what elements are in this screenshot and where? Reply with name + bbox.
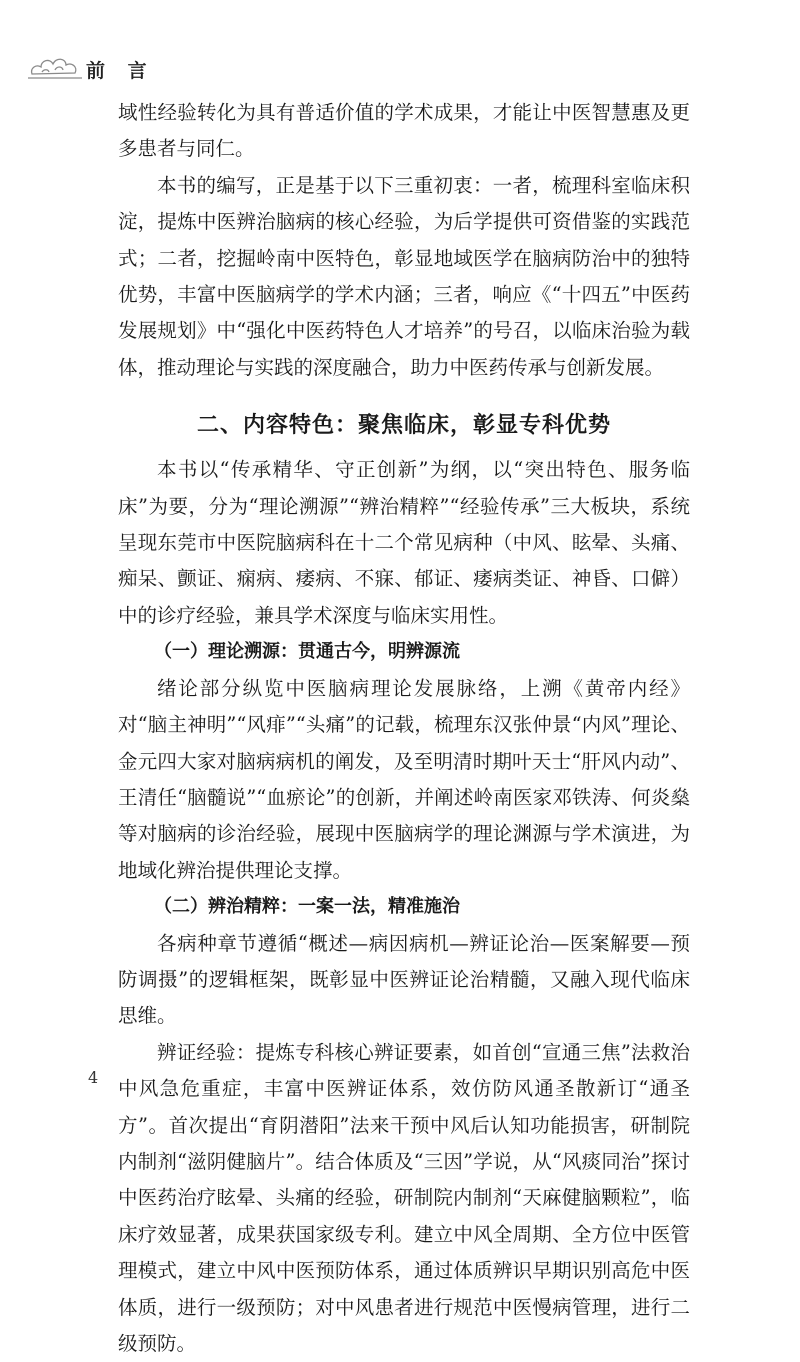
paragraph: 域性经验转化为具有普适价值的学术成果，才能让中医智慧惠及更多患者与同仁。 [118, 101, 690, 161]
paragraph: 辨证经验：提炼专科核心辨证要素，如首创“宣通三焦”法救治中风急危重症，丰富中医辨证体系，效仿防风通圣散新订“通圣方”。首次提出“育阴潜阳”法来干预中风后认知功能损害，研制院内制剂“滋阴健脑片”。结合体质及“三因”学说，从“风痰同治”探讨中医药治疗眩晕、头痛的经验，研制院内制剂“天麻健脑颗粒”，临床疗效显著，成果获国家级专利。建立中风全周期、全方位中医管理模式，建立中风中医预防体系，通过体质辨识早期识别高危中医体质，进行一级预防；对中风患者进行规范中医慢病管理，进行二级预防。 [118, 1040, 690, 1355]
page-body [118, 95, 690, 1362]
subsection-heading: （二）辨治精粹：一案一法，精准施治 [154, 896, 460, 918]
paragraph: 绪论部分纵览中医脑病理论发展脉络，上溯《黄帝内经》对“脑主神明”“风痱”“头痛”的记载，梳理东汉张仲景“内风”理论、金元四大家对脑病病机的阐发，及至明清时期叶天士“肝风内动”、王清任“脑髓说”“血瘀论”的创新，并阐述岭南医家邓铁涛、何炎燊等对脑病的诊治经验，展现中医脑病学的理论渊源与学术演进，为地域化辨治提供理论支撑。 [118, 676, 690, 882]
page-number: 4 [88, 1068, 99, 1087]
running-header [28, 40, 228, 100]
paragraph: 本书以“传承精华、守正创新”为纲，以“突出特色、服务临床”为要，分为“理论溯源”“辨治精粹”“经验传承”三大板块，系统呈现东莞市中医院脑病科在十二个常见病种（中风、眩晕、头痛、痴呆、颤证、痫病、痿病、不寐、郁证、痿病类证、神昏、口僻）中的诊疗经验，兼具学术深度与临床实用性。 [118, 458, 690, 627]
header-title: 前 言 [86, 60, 155, 82]
auspicious-cloud-icon [28, 46, 84, 82]
paragraph: 各病种章节遵循“概述—病因病机—辨证论治—医案解要—预防调摄”的逻辑框架，既彰显中医辨证论治精髓，又融入现代临床思维。 [118, 931, 690, 1028]
paragraph: 本书的编写，正是基于以下三重初衷：一者，梳理科室临床积淀，提炼中医辨治脑病的核心经验，为后学提供可资借鉴的实践范式；二者，挖掘岭南中医特色，彰显地域医学在脑病防治中的独特优势，丰富中医脑病学的学术内涵；三者，响应《“十四五”中医药发展规划》中“强化中医药特色人才培养”的号召，以临床治验为载体，推动理论与实践的深度融合，助力中医药传承与创新发展。 [118, 173, 690, 379]
subsection-heading: （一）理论溯源：贯通古今，明辨源流 [154, 641, 460, 663]
section-heading: 二、内容特色：聚焦临床，彰显专科优势 [196, 413, 611, 439]
